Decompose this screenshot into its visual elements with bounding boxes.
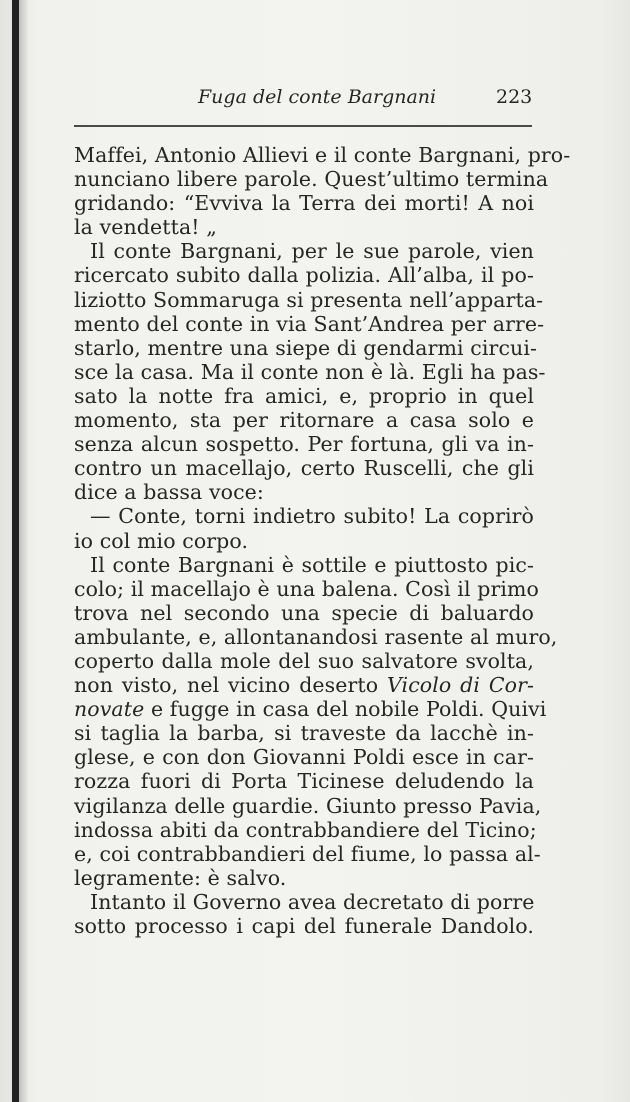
text-line: vigilanza delle guardie. Giunto presso Pavia, xyxy=(74,793,542,818)
text-line: sotto processo i capi del funerale Dandolo. xyxy=(74,914,534,938)
text-line: ambulante, e, allontanandosi rasente al muro, xyxy=(74,624,558,649)
book-spine xyxy=(12,0,19,1102)
text-line: colo; il macellajo è una balena. Così il primo xyxy=(74,576,539,601)
text-segment: e fugge in casa del nobile Poldi. Quivi xyxy=(144,697,547,722)
italic-place-name: Vicolo di Cor- xyxy=(387,673,534,698)
text-line xyxy=(74,697,547,722)
spine-shadow xyxy=(19,0,29,1102)
text-line: Il conte Bargnani, per le sue parole, vien xyxy=(90,239,534,264)
text-line: momento, sta per ritornare a casa solo e xyxy=(74,408,534,433)
text-line: — Conte, torni indietro subito! La coprirò xyxy=(90,504,534,529)
text-line: contro un macellajo, certo Ruscelli, che gli xyxy=(74,456,534,481)
text-segment: non visto, nel vicino deserto xyxy=(74,673,387,698)
text-line: si taglia la barba, si traveste da lacchè in- xyxy=(74,721,534,746)
text-line: starlo, mentre una siepe di gendarmi circui- xyxy=(74,335,538,360)
text-line: legramente: è salvo. xyxy=(74,865,287,890)
text-line: Intanto il Governo avea decretato di porre xyxy=(90,889,535,914)
text-line: liziotto Sommaruga si presenta nell’apparta- xyxy=(74,287,544,312)
text-line: trova nel secondo una specie di baluardo xyxy=(74,600,534,625)
page-number: 223 xyxy=(496,86,533,108)
text-line: indossa abiti da contrabbandiere del Ticino; xyxy=(74,817,537,842)
text-line xyxy=(74,673,534,697)
text-line: glese, e con don Giovanni Poldi esce in car- xyxy=(74,745,534,770)
text-line: dice a bassa voce: xyxy=(74,480,264,505)
text-line: ricercato subito dalla polizia. All’alba, il po- xyxy=(74,263,534,288)
italic-place-name: novate xyxy=(74,697,145,722)
header-rule xyxy=(74,125,532,127)
text-line: gridando: “Evviva la Terra dei morti! A noi xyxy=(74,191,534,216)
text-line: mento del conte in via Sant’Andrea per arre- xyxy=(74,311,545,336)
text-line: coperto dalla mole del suo salvatore svolta, xyxy=(74,648,534,673)
text-line: Maffei, Antonio Allievi e il conte Bargnani, pro- xyxy=(74,143,571,167)
text-line: sato la notte fra amici, e, proprio in quel xyxy=(74,383,534,408)
text-line: sce la casa. Ma il conte non è là. Egli ha pas- xyxy=(74,359,546,384)
body-text xyxy=(74,143,571,938)
running-title: Fuga del conte Bargnani xyxy=(198,86,437,108)
text-line: rozza fuori di Porta Ticinese deludendo la xyxy=(74,769,534,794)
text-line: e, coi contrabbandieri del fiume, lo passa al- xyxy=(74,841,541,866)
text-line: io col mio corpo. xyxy=(74,528,249,553)
text-line: la vendetta! „ xyxy=(74,215,217,240)
running-head xyxy=(0,86,630,116)
text-line: nunciano libere parole. Quest’ultimo termina xyxy=(74,167,549,192)
text-line: Il conte Bargnani è sottile e piuttosto pic- xyxy=(90,552,534,577)
text-line: senza alcun sospetto. Per fortuna, gli va in- xyxy=(74,432,534,457)
